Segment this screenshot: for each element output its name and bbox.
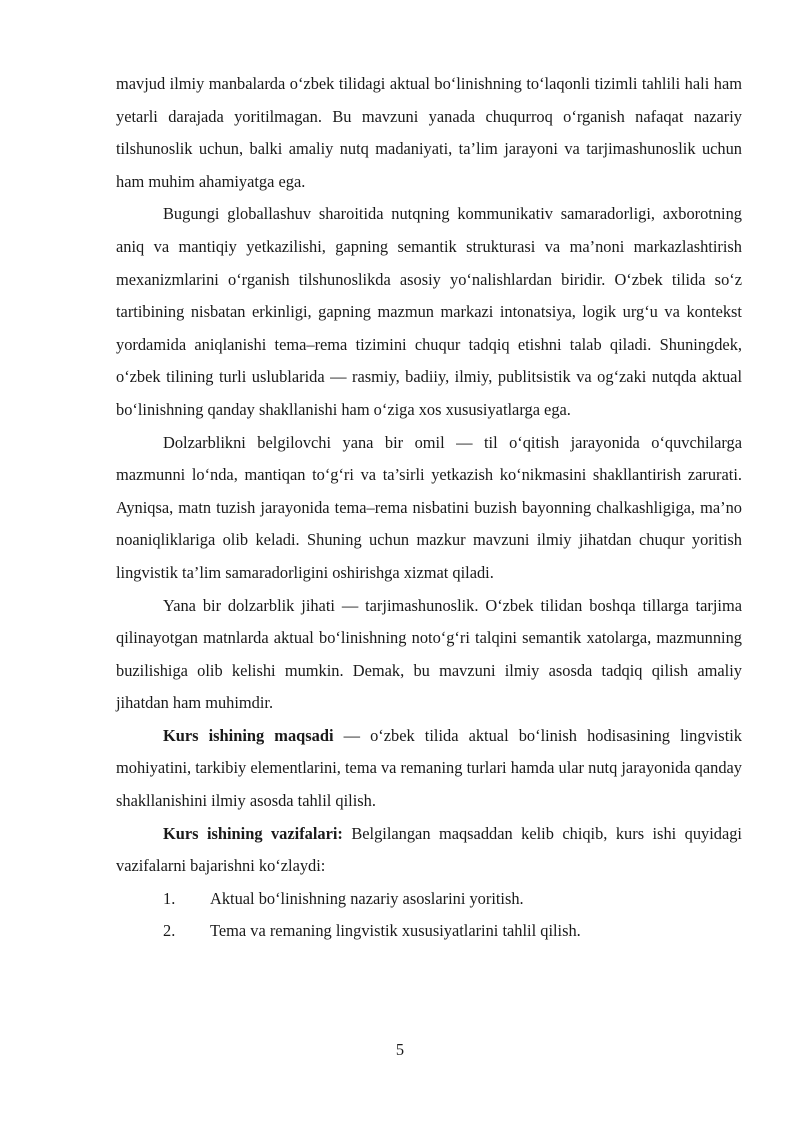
list-item-text: Aktual bo‘linishning nazariy asoslarini yoritish. [210, 888, 524, 908]
list-item-text: Tema va remaning lingvistik xususiyatlarini tahlil qilish. [210, 921, 581, 941]
paragraph-teaching: Dolzarblikni belgilovchi yana bir omil — til o‘qitish jarayonida o‘quvchilarga mazmunni lo‘nda, mantiqan to‘g‘ri va ta’sirli yetkazish ko‘nikmasini shakllantirish zarurati. Ayniqsa, matn tuzish jarayonida tema–rema nisbatini buzish bayonning chalkashligiga, ma’no noaniqliklariga olib keladi. Shuning uchun mazkur mavzuni ilmiy jihatdan chuqur yoritish lingvistik ta’lim samaradorligini oshirishga xizmat qiladi. [116, 432, 742, 582]
tasks-text: Belgilangan maqsaddan kelib chiqib, kurs ishi quyidagi vazifalarni bajarishni ko‘zlaydi: [116, 823, 742, 876]
list-item-number: 1. [163, 888, 176, 908]
document-page [116, 68, 742, 948]
paragraph-translation: Yana bir dolzarblik jihati — tarjimashunoslik. O‘zbek tilidan boshqa tillarga tarjima qilinayotgan matnlarda aktual bo‘linishning noto‘g‘ri talqini semantik xatolarga, mazmunning buzilishiga olib kelishi mumkin. Demak, bu mavzuni ilmiy asosda tadqiq qilish amaliy jihatdan ham muhimdir. [116, 595, 742, 713]
list-item [116, 915, 742, 948]
goal-text: — o‘zbek tilida aktual bo‘linish hodisasining lingvistik mohiyatini, tarkibiy elementlarini, tema va remaning turlari hamda ular nutq jarayonida qanday shakllanishini ilmiy asosda tahlil qilish. [116, 725, 742, 811]
paragraph-goal [116, 720, 742, 818]
goal-label: Kurs ishining maqsadi [163, 725, 334, 745]
tasks-list [116, 883, 742, 948]
tasks-label: Kurs ishining vazifalari: [163, 823, 343, 843]
list-item [116, 883, 742, 916]
paragraph-globalization: Bugungi globallashuv sharoitida nutqning kommunikativ samaradorligi, axborotning aniq va mantiqiy yetkazilishi, gapning semantik strukturasi va ma’noni markazlashtirish mexanizmlarini o‘rganish tilshunoslikda asosiy yo‘nalishlardan biridir. O‘zbek tilida so‘z tartibining nisbatan erkinligi, gapning mazmun markazi intonatsiya, logik urg‘u va kontekst yordamida aniqlanishi tema–rema tizimini chuqur tadqiq etishni talab qiladi. Shuningdek, o‘zbek tilining turli uslublarida — rasmiy, badiiy, ilmiy, publitsistik va og‘zaki nutqda aktual bo‘linishning qanday shakllanishi ham o‘ziga xos xususiyatlarga ega. [116, 204, 742, 419]
list-item-number: 2. [163, 921, 176, 941]
paragraph-intro-continuation: mavjud ilmiy manbalarda o‘zbek tilidagi aktual bo‘linishning to‘laqonli tizimli tahlili hali ham yetarli darajada yoritilmagan. Bu mavzuni yanada chuqurroq o‘rganish nafaqat nazariy tilshunoslik uchun, balki amaliy nutq madaniyati, ta’lim jarayoni va tarjimashunoslik uchun ham muhim ahamiyatga ega. [116, 74, 742, 191]
paragraph-tasks [116, 818, 742, 883]
page-number: 5 [395, 1040, 405, 1059]
